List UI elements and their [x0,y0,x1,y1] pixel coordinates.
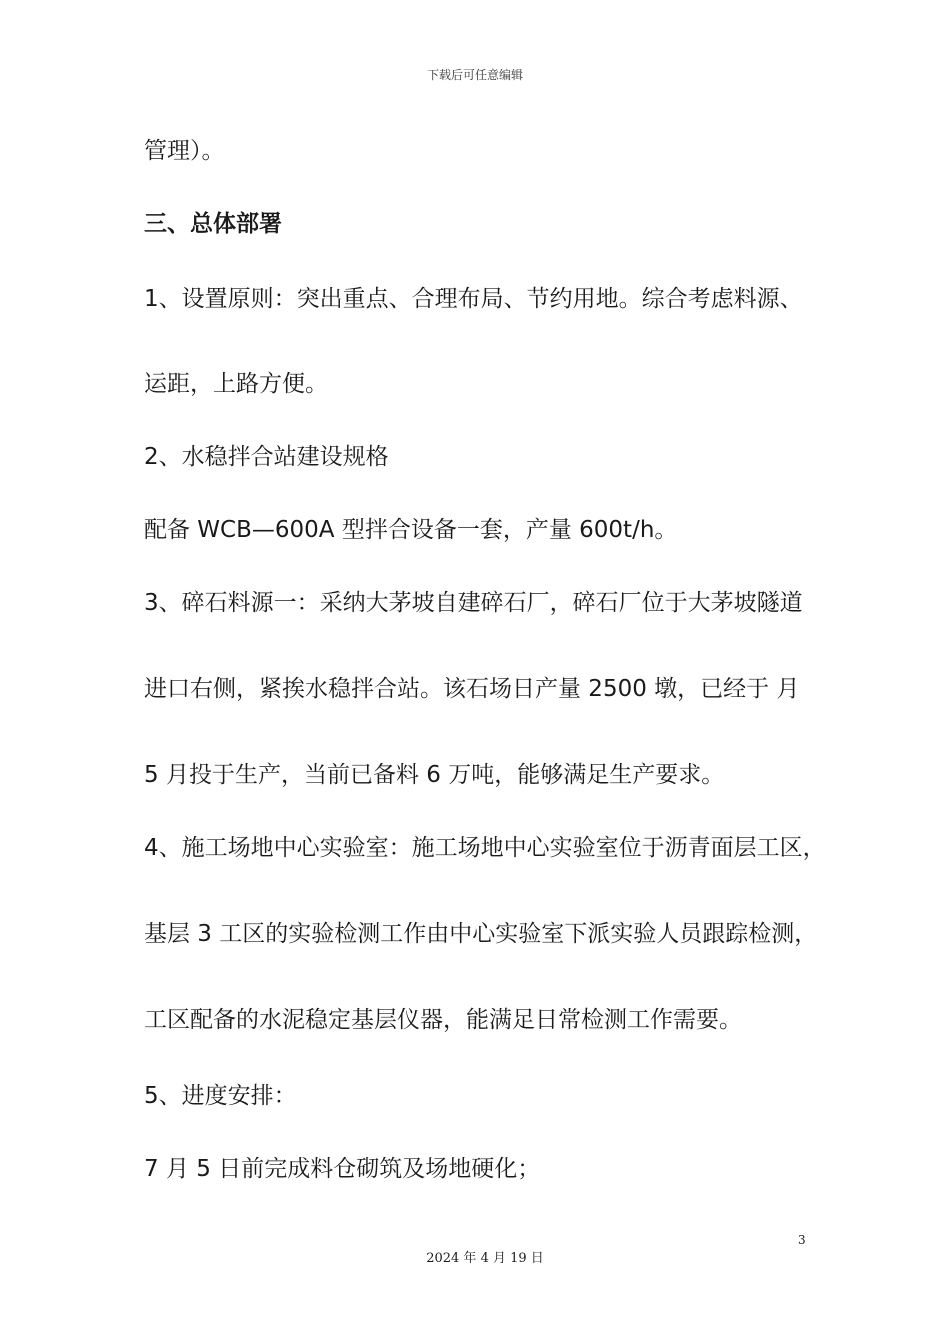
section-heading: 三、总体部署 [144,211,282,237]
body-line: 3、碎石料源一：采纳大茅坡自建碎石厂，碎石厂位于大茅坡隧道 [144,590,803,616]
subsection-title: 5、进度安排： [144,1083,297,1109]
body-line: 7 月 5 日前完成料仓砌筑及场地硬化； [144,1156,541,1182]
body-line: 工区配备的水泥稳定基层仪器，能满足日常检测工作需要。 [144,1007,742,1033]
subsection-title: 2、水稳拌合站建设规格 [144,444,389,470]
body-line: 配备 WCB—600A 型拌合设备一套，产量 600t/h。 [144,517,678,543]
page-number: 3 [798,1233,806,1247]
body-line: 基层 3 工区的实验检测工作由中心实验室下派实验人员跟踪检测， [144,921,818,947]
body-line: 运距，上路方便。 [144,371,328,397]
body-line: 4、施工场地中心实验室：施工场地中心实验室位于沥青面层工区， [144,835,826,861]
page-footer-date: 2024 年 4 月 19 日 [426,1251,544,1266]
body-line: 管理）。 [144,138,225,164]
body-line: 5 月投于生产，当前已备料 6 万吨，能够满足生产要求。 [144,762,725,788]
page-header: 下载后可任意编辑 [426,68,523,82]
body-line: 1、设置原则：突出重点、合理布局、节约用地。综合考虑料源、 [144,286,803,312]
body-line: 进口右侧，紧挨水稳拌合站。该石场日产量 2500 墩，已经于 月 [144,676,800,702]
